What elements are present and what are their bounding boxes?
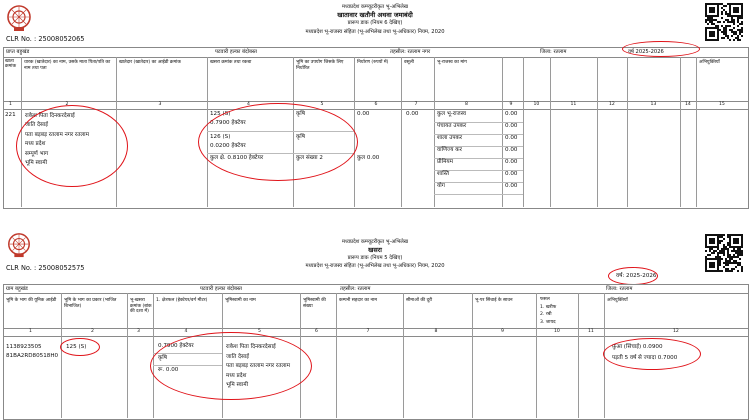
form-subtitle: प्रारूप डाक (नियम 6 देखिए): [347, 20, 403, 26]
demand-item-value: 0.00: [505, 171, 518, 177]
column-number: 5: [320, 102, 324, 107]
recovery-value: 0.00: [406, 111, 419, 117]
total-count: कुल संख्या 2: [296, 155, 323, 161]
column-header: भूमि का उपयोग जिसके लिए निर्धारित: [296, 60, 344, 71]
red-annotation: [60, 338, 100, 356]
column-number: 8: [434, 329, 438, 334]
plot-area: 0.7900 हेक्टेयर: [158, 343, 194, 349]
column-header: अभियुक्तियाँ: [699, 60, 720, 65]
mp-emblem-icon: [6, 4, 32, 32]
owner-details: राकेश पिता दिनकरदेसाई जाति देसाई पता बड़बड़ रतलाम नगर रतलाम मध्य प्रदेश भूमि स्वामी: [226, 344, 290, 389]
demand-item-value: 0.00: [505, 159, 518, 165]
khata-number: 221: [5, 112, 16, 118]
demand-item-label: प्रीमियम: [437, 159, 454, 165]
total-amount: कुल 0.00: [357, 155, 380, 161]
demand-item-label: कुल भू-राजस्व: [437, 111, 466, 117]
column-number: 5: [258, 329, 261, 334]
column-number: 9: [509, 102, 513, 107]
mp-emblem-icon: [6, 232, 32, 258]
column-number: 2: [65, 102, 69, 107]
page-title: खसरा: [368, 246, 382, 254]
column-header: अभियुक्तियाँ: [607, 298, 628, 303]
demand-item-value: 0.00: [505, 123, 518, 129]
demand-item-label: वाणिज्य कर: [437, 147, 462, 153]
qr-code-icon: [705, 3, 743, 41]
plot-number: 126 (S): [210, 134, 231, 140]
year-label: वर्ष 2025-2026: [628, 49, 664, 55]
assessment-value: 0.00: [357, 111, 370, 117]
column-header: खसरा क्रमांक तथा रकबा: [210, 60, 252, 65]
column-header: भूमिस्वामी का नाम: [225, 298, 256, 303]
demand-item-label: शाला उपकर: [437, 135, 463, 141]
group-header: जिला: रतलाम: [540, 49, 567, 55]
total-area: कुल क्षे. 0.8100 हेक्टेयर: [210, 155, 264, 161]
crop-season-list: फसल 1. खरीफ 2. रबी 3. जायद: [540, 297, 557, 325]
owner-details: राकेश पिता दिनकरदेसाई जाति देसाई पता बड़बड़ रतलाम नगर रतलाम मध्य प्रदेश सम्पूर्ण भाग भूमि स्वामी: [25, 113, 89, 167]
column-header: भूमि के भाग का प्रकार (भाजित बिभाजित): [64, 298, 117, 309]
demand-item-label: शास्ति: [437, 171, 450, 177]
column-number: 14: [685, 102, 691, 107]
red-annotation: [608, 267, 658, 285]
plot-use: कृषि: [296, 134, 305, 140]
year-label: वर्ष: 2025-2026: [616, 273, 657, 279]
assessment: रू. 0.00: [158, 367, 179, 373]
plot-type: 125 (S): [66, 344, 87, 350]
column-number: 12: [673, 329, 679, 334]
unique-id: 1138923505: [6, 344, 42, 350]
unique-id-secondary: 81BA2RD80518H0: [6, 353, 59, 359]
demand-item-label: योग: [437, 183, 445, 189]
remark-fallow: पड़ती 5 वर्ष से ज्यादा 0.7000: [612, 355, 678, 361]
column-number: 13: [650, 102, 657, 107]
form-subtitle: प्रारूप डाक (नियम 5 देखिए): [347, 255, 403, 261]
group-header: प्राप्त बहुखंड: [6, 49, 30, 55]
rule-line: मध्यप्रदेश भू-राजस्व संहिता (भू-अभिलेख तथा भू-अधिकार) नियम, 2020: [305, 29, 445, 35]
column-number: 11: [570, 102, 577, 107]
column-header: भूमि के भाग की यूनिक आईडी: [6, 298, 57, 303]
column-number: 10: [554, 329, 560, 334]
column-header: खाता क्रमांक: [5, 59, 16, 69]
column-header: भू-खसरा क्रमांक (बांक की दशा में): [130, 298, 152, 315]
plot-use: कृषि: [158, 355, 167, 361]
column-number: 7: [414, 102, 418, 107]
khasra-document: [0, 232, 750, 420]
rule-line: मध्यप्रदेश भू-राजस्व संहिता (भू-अभिलेख तथा भू-अधिकार) नियम, 2020: [305, 263, 445, 269]
column-number: 8: [465, 102, 468, 107]
red-annotation: [603, 338, 701, 370]
column-header: सीमाओं की दूरी: [406, 298, 433, 303]
qr-code-icon: [705, 234, 743, 272]
column-number: 3: [158, 102, 162, 107]
group-header: जिला: रतलाम: [606, 286, 633, 292]
column-number: 12: [609, 102, 615, 107]
column-header: धारक (खातेदार) का नाम, उसके माता पिता/पति का नाम तथा पता: [24, 60, 111, 71]
plot-area: 0.0200 हेक्टेयर: [210, 143, 246, 149]
group-header: पटवारी हल्का बंदोबस्त: [200, 286, 242, 292]
column-number: 1: [9, 102, 12, 107]
page-title: खातावार खतौनी अथवा जमाबंदी: [337, 11, 413, 19]
column-header: भू-पर सिंचाई के साधन: [475, 298, 513, 303]
group-header: तहसील: रतलाम नगर: [390, 49, 431, 55]
column-header: निर्धारण (रुपयों में): [357, 60, 389, 65]
column-number: 3: [137, 329, 140, 334]
header-line: मध्यप्रदेश कम्प्यूटरीकृत भू-अभिलेख: [341, 4, 409, 10]
group-header: तहसील: रतलाम: [340, 286, 371, 292]
demand-item-value: 0.00: [505, 111, 518, 117]
column-number: 2: [91, 329, 94, 334]
column-number: 9: [501, 329, 504, 334]
column-header: भू-राजस्व का मांग: [437, 60, 467, 65]
column-header: 1. क्षेत्रफल (हेक्टेयर/वर्ग मीटर): [156, 298, 208, 303]
demand-item-value: 0.00: [505, 147, 518, 153]
demand-item-value: 0.00: [505, 183, 518, 189]
red-annotation: [198, 103, 358, 181]
column-header: कम्पनी सहदार का नाम: [339, 298, 377, 303]
column-number: 10: [533, 102, 540, 107]
column-number: 4: [247, 102, 250, 107]
group-header: ग्राम बहुखंड: [6, 286, 28, 292]
red-annotation: [622, 41, 700, 57]
column-number: 15: [719, 102, 725, 107]
column-header: वसूली: [404, 60, 414, 65]
plot-use: कृषि: [296, 111, 305, 117]
clr-number: CLR No. : 25008052065: [6, 35, 85, 43]
plot-number: 125 (S): [210, 111, 231, 117]
red-annotation: [150, 329, 312, 400]
group-header: पटवारी हल्का बंदोबस्त: [215, 49, 257, 55]
remark-irrigation: फ़ुआ (सिंचाई) 0.0900: [612, 344, 663, 350]
header-line: मध्यप्रदेश कम्प्यूटरीकृत भू-अभिलेख: [341, 239, 409, 245]
column-header: भूमिस्वामी की संख्या: [303, 298, 326, 309]
column-number: 11: [588, 329, 594, 334]
column-number: 4: [184, 329, 188, 334]
demand-item-label: पंचायत उपकर: [437, 123, 467, 129]
plot-area: 0.7900 हेक्टेयर: [210, 120, 246, 126]
column-header: खातेदार (खातेदार) का आईडी क्रमांक: [119, 60, 181, 65]
demand-item-value: 0.00: [505, 135, 518, 141]
column-number: 6: [374, 102, 378, 107]
column-number: 6: [315, 329, 318, 334]
red-annotation: [16, 102, 128, 187]
column-number: 7: [366, 329, 370, 334]
clr-number: CLR No. : 25008052575: [6, 264, 85, 272]
column-number: 1: [29, 329, 32, 334]
